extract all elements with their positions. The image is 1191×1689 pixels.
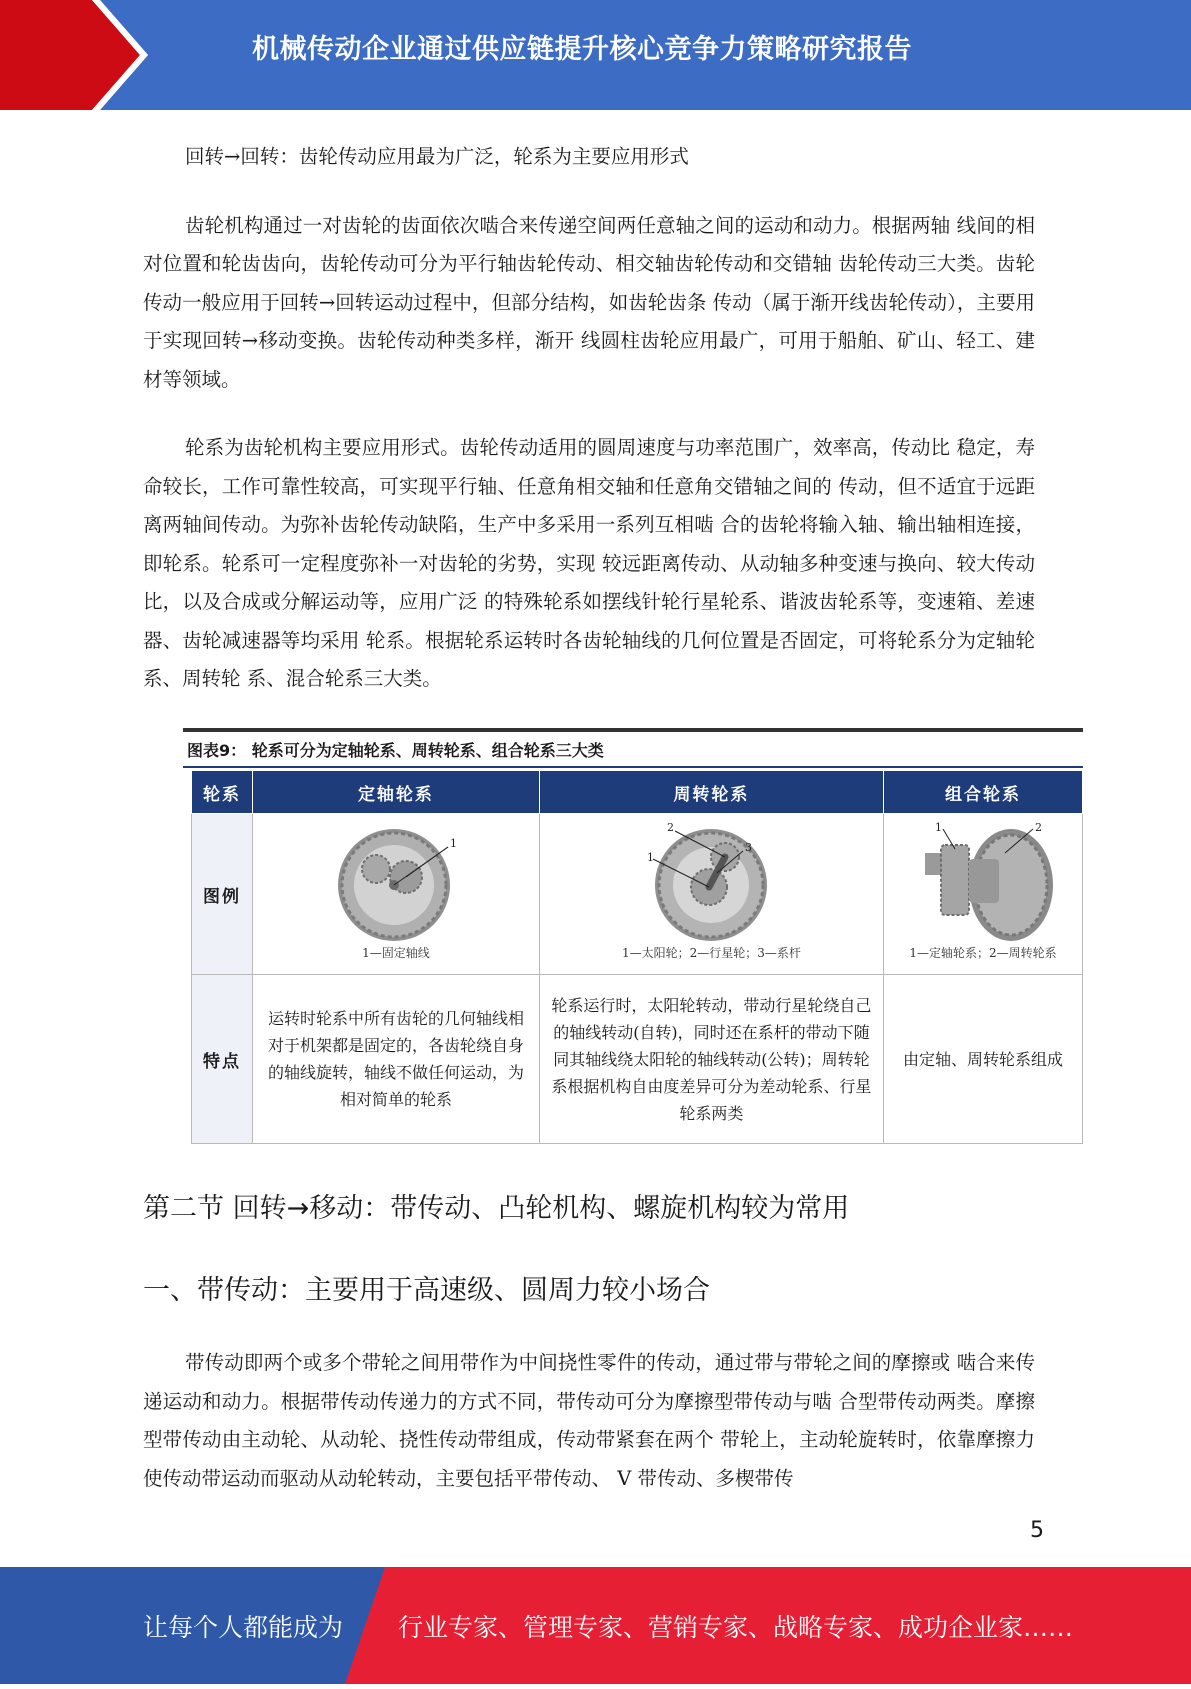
row-label-features: 特点 bbox=[192, 975, 253, 1144]
page-header bbox=[0, 0, 1191, 110]
table-row-features bbox=[192, 975, 1083, 1144]
figure-caption-rule bbox=[183, 766, 1083, 768]
svg-text:1: 1 bbox=[449, 837, 457, 850]
figure-top-rule bbox=[183, 728, 1083, 732]
row-label-example: 图例 bbox=[192, 814, 253, 975]
svg-text:3: 3 bbox=[745, 841, 753, 854]
example-cell-fixed-axis bbox=[253, 814, 540, 975]
figure-caption: 图表9： 轮系可分为定轴轮系、周转轮系、组合轮系三大类 bbox=[187, 741, 604, 760]
fixed-axis-gear-icon bbox=[298, 819, 494, 965]
svg-text:2: 2 bbox=[1034, 821, 1042, 834]
figure-gear-train-table bbox=[183, 728, 1083, 1144]
feature-cell-fixed-axis: 运转时轮系中所有齿轮的几何轴线相对于机架都是固定的，各齿轮绕自身的轴线旋转，轴线不做任何运动，为相对简单的轮系 bbox=[253, 975, 540, 1144]
page-number: 5 bbox=[1030, 1518, 1044, 1543]
footer-slogan-right: 行业专家、管理专家、营销专家、战略专家、成功企业家…… bbox=[398, 1613, 1074, 1642]
svg-text:1: 1 bbox=[647, 851, 655, 864]
illustration-caption: 1—定轴轮系；2—周转轮系 bbox=[909, 946, 1057, 960]
page-footer bbox=[0, 1567, 1191, 1684]
table-row-example bbox=[192, 814, 1083, 975]
table-header-cell: 组合轮系 bbox=[883, 771, 1082, 814]
report-title: 机械传动企业通过供应链提升核心竞争力策略研究报告 bbox=[252, 34, 912, 65]
compound-gear-icon bbox=[885, 819, 1081, 965]
illustration-caption: 1—太阳轮；2—行星轮；3—系杆 bbox=[621, 946, 801, 960]
planetary-gear-icon bbox=[613, 819, 809, 965]
table-header-cell: 定轴轮系 bbox=[253, 771, 540, 814]
section-heading-2: 第二节 回转→移动：带传动、凸轮机构、螺旋机构较为常用 bbox=[143, 1193, 850, 1224]
feature-cell-compound: 由定轴、周转轮系组成 bbox=[883, 975, 1082, 1144]
table-header-row bbox=[192, 771, 1083, 814]
lead-paragraph: 回转→回转：齿轮传动应用最为广泛，轮系为主要应用形式 bbox=[185, 145, 689, 168]
main-content bbox=[143, 130, 1035, 699]
svg-text:1: 1 bbox=[934, 821, 942, 834]
example-cell-compound bbox=[883, 814, 1082, 975]
gear-train-table bbox=[191, 770, 1083, 1144]
section-heading-belt-drive: 一、带传动：主要用于高速级、圆周力较小场合 bbox=[143, 1275, 710, 1306]
table-header-cell: 轮系 bbox=[192, 771, 253, 814]
illustration-caption: 1—固定轴线 bbox=[362, 946, 430, 960]
paragraph-belt-drive: 带传动即两个或多个带轮之间用带作为中间挠性零件的传动，通过带与带轮之间的摩擦或 啮合来传递运动和动力。根据带传动传递力的方式不同，带传动可分为摩擦型带传动与啮 合型带传动两类。摩擦型带传动由主动轮、从动轮、挠性传动带组成，传动带紧套在两个 带轮上，主动轮旋转时，依靠摩擦力使传动带运动而驱动从动轮转动，主要包括平带传动、 V 带传动、多楔带传 bbox=[143, 1351, 1035, 1490]
paragraph-gear-train: 轮系为齿轮机构主要应用形式。齿轮传动适用的圆周速度与功率范围广，效率高，传动比 稳定，寿命较长，工作可靠性较高，可实现平行轴、任意角相交轴和任意角交错轴之间的 传动，但不适宜于远距离两轴间传动。为弥补齿轮传动缺陷，生产中多采用一系列互相啮 合的齿轮将输入轴、输出轴相连接，即轮系。轮系可一定程度弥补一对齿轮的劣势，实现 较远距离传动、从动轴多种变速与换向、较大传动比，以及合成或分解运动等，应用广泛 的特殊轮系如摆线针轮行星轮系、谐波齿轮系等，变速箱、差速器、齿轮减速器等均采用 轮系。根据轮系运转时各齿轮轴线的几何位置是否固定，可将轮系分为定轴轮系、周转轮 系、混合轮系三大类。 bbox=[143, 436, 1035, 690]
footer-slogan-left: 让每个人都能成为 bbox=[143, 1613, 344, 1642]
example-cell-planetary bbox=[539, 814, 883, 975]
paragraph-gear-mechanism: 齿轮机构通过一对齿轮的齿面依次啮合来传递空间两任意轴之间的运动和动力。根据两轴 线间的相对位置和轮齿齿向，齿轮传动可分为平行轴齿轮传动、相交轴齿轮传动和交错轴 齿轮传动三大类。齿轮传动一般应用于回转→回转运动过程中，但部分结构，如齿轮齿条 传动（属于渐开线齿轮传动），主要用于实现回转→移动变换。齿轮传动种类多样，渐开 线圆柱齿轮应用最广，可用于船舶、矿山、轻工、建材等领域。 bbox=[143, 213, 1035, 391]
svg-text:2: 2 bbox=[667, 821, 675, 834]
table-header-cell: 周转轮系 bbox=[539, 771, 883, 814]
feature-cell-planetary: 轮系运行时，太阳轮转动，带动行星轮绕自己的轴线转动(自转)，同时还在系杆的带动下随同其轴线绕太阳轮的轴线转动(公转)；周转轮系根据机构自由度差异可分为差动轮系、行星轮系两类 bbox=[539, 975, 883, 1144]
